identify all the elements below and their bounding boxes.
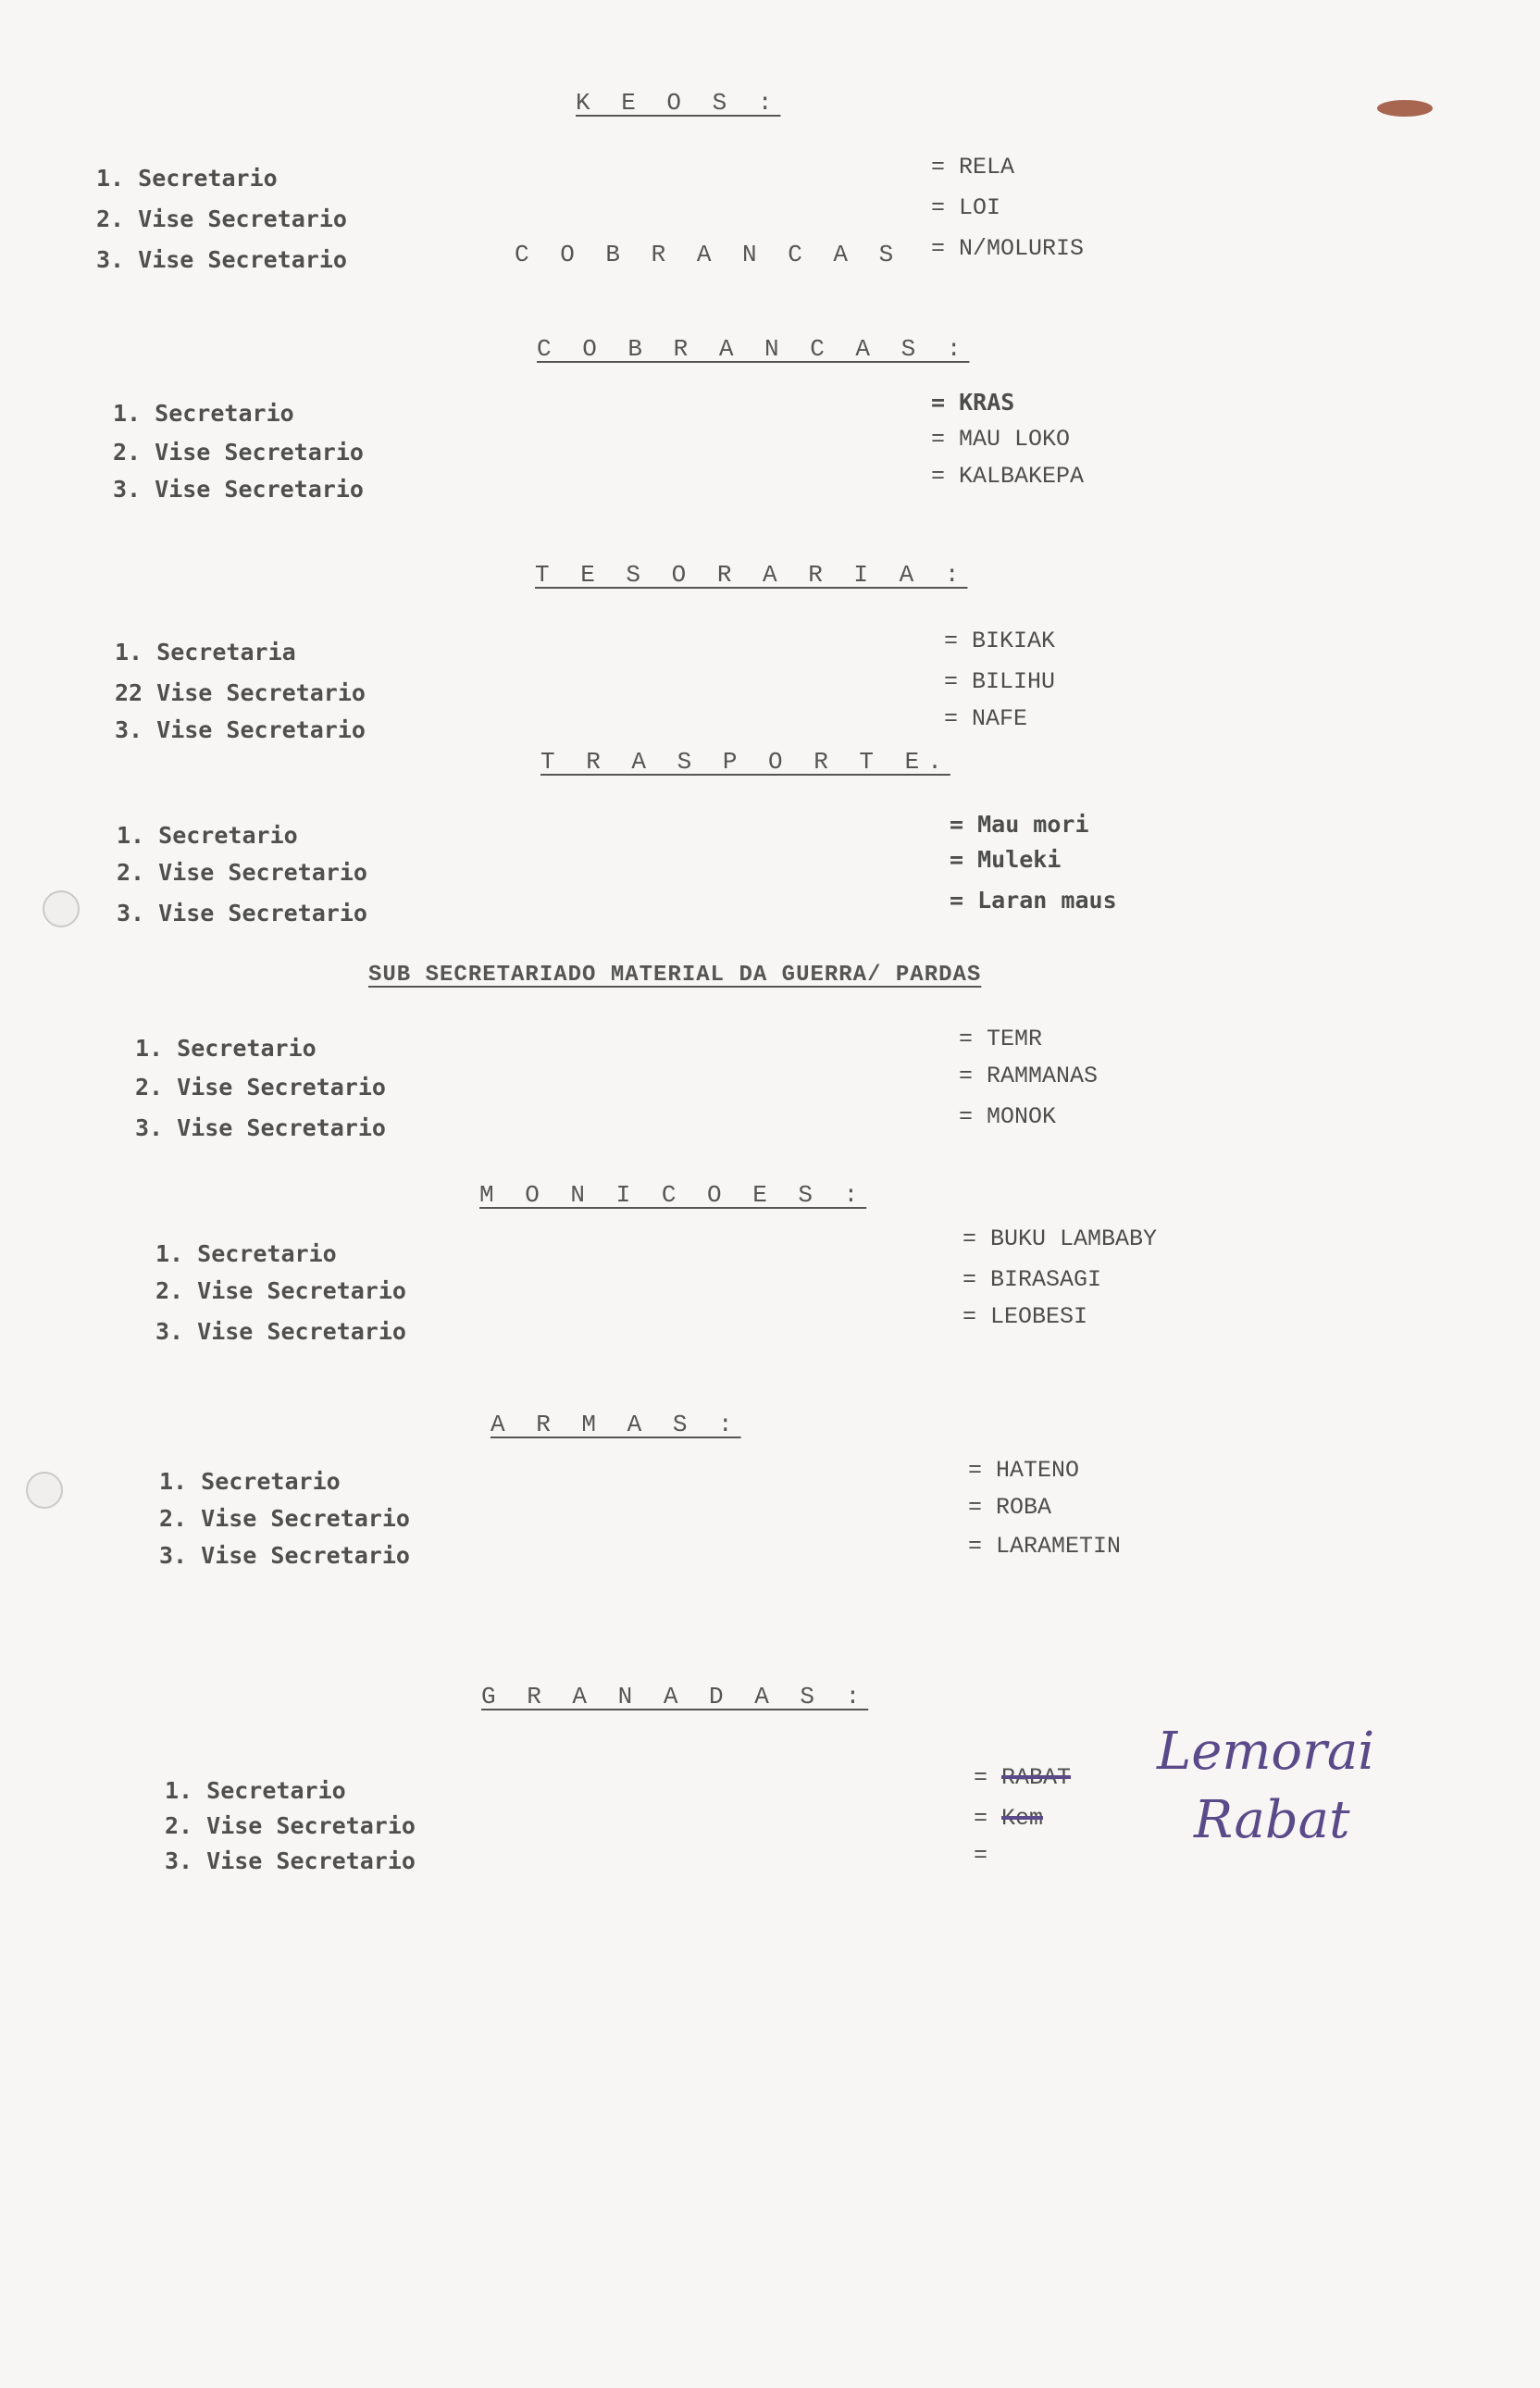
role-2: 2. Vise Secretario bbox=[159, 1505, 410, 1532]
name-2: = BIRASAGI bbox=[962, 1266, 1102, 1293]
name-3: = LARAMETIN bbox=[968, 1533, 1122, 1560]
name-2: = LOI bbox=[931, 194, 1001, 221]
handwritten-name-2: Rabat bbox=[1194, 1790, 1350, 1850]
name-3: = LEOBESI bbox=[962, 1303, 1088, 1330]
section-title-armas: A R M A S : bbox=[491, 1411, 741, 1438]
role-3: 3. Vise Secretario bbox=[113, 476, 364, 503]
section-title-keos: K E O S : bbox=[576, 89, 781, 117]
section-title-cobrancas: C O B R A N C A S : bbox=[537, 335, 970, 363]
role-1: 1. Secretario bbox=[165, 1777, 346, 1804]
role-1: 1. Secretario bbox=[96, 165, 278, 192]
name-1: = BUKU LAMBABY bbox=[962, 1225, 1158, 1252]
role-2: 2. Vise Secretario bbox=[135, 1074, 386, 1101]
role-3: 3. Vise Secretario bbox=[135, 1114, 386, 1141]
role-3: 3. Vise Secretario bbox=[159, 1542, 410, 1569]
role-1: 1. Secretario bbox=[113, 400, 294, 427]
role-3: 3. Vise Secretario bbox=[96, 246, 347, 273]
section-title-granadas: G R A N A D A S : bbox=[481, 1683, 869, 1710]
name-2: = Muleki bbox=[950, 846, 1062, 873]
struck-name-1: RABAT bbox=[1001, 1764, 1072, 1791]
role-1: 1. Secretario bbox=[159, 1468, 341, 1495]
role-3: 3. Vise Secretario bbox=[155, 1318, 406, 1345]
name-3: = MONOK bbox=[959, 1103, 1057, 1130]
section-title-trasporte: T R A S P O R T E. bbox=[540, 748, 950, 776]
role-2: 2. Vise Secretario bbox=[117, 859, 367, 886]
name-2: = RAMMANAS bbox=[959, 1063, 1099, 1089]
role-1: 1. Secretario bbox=[117, 822, 298, 849]
name-2: = ROBA bbox=[968, 1494, 1052, 1521]
name-prefix-3: = bbox=[974, 1842, 988, 1869]
name-1: = BIKIAK bbox=[944, 628, 1056, 654]
role-2: 2. Vise Secretario bbox=[155, 1277, 406, 1304]
section-title-tesoraria: T E S O R A R I A : bbox=[535, 561, 968, 589]
name-3: = NAFE bbox=[944, 705, 1028, 732]
section-title-monicoes: M O N I C O E S : bbox=[479, 1181, 867, 1209]
ink-stain bbox=[1377, 100, 1433, 117]
role-2: 22 Vise Secretario bbox=[115, 679, 366, 706]
name-1: = RELA bbox=[931, 154, 1015, 180]
role-1: 1. Secretario bbox=[135, 1035, 317, 1062]
name-1: = KRAS bbox=[931, 389, 1015, 416]
name-3: = N/MOLURIS bbox=[931, 235, 1085, 262]
role-3: 3. Vise Secretario bbox=[115, 716, 366, 743]
name-1: = TEMR bbox=[959, 1026, 1043, 1052]
punch-hole-bottom bbox=[26, 1472, 63, 1509]
role-1: 1. Secretaria bbox=[115, 639, 296, 665]
role-2: 2. Vise Secretario bbox=[113, 439, 364, 466]
name-prefix-1: = bbox=[974, 1764, 988, 1791]
role-2: 2. Vise Secretario bbox=[96, 205, 347, 232]
name-1: = Mau mori bbox=[950, 811, 1089, 838]
role-3: 3. Vise Secretario bbox=[165, 1847, 416, 1874]
name-2: = BILIHU bbox=[944, 668, 1056, 695]
struck-name-2: Kem bbox=[1001, 1805, 1044, 1832]
name-prefix-2: = bbox=[974, 1805, 988, 1832]
name-2: = MAU LOKO bbox=[931, 426, 1071, 453]
name-3: = Laran maus bbox=[950, 887, 1117, 914]
role-3: 3. Vise Secretario bbox=[117, 900, 367, 927]
name-1: = HATENO bbox=[968, 1457, 1080, 1484]
role-1: 1. Secretario bbox=[155, 1240, 337, 1267]
stray-typed-heading: C O B R A N C A S bbox=[515, 241, 902, 268]
handwritten-name-1: Lemorai bbox=[1157, 1722, 1375, 1782]
name-3: = KALBAKEPA bbox=[931, 463, 1085, 490]
role-2: 2. Vise Secretario bbox=[165, 1812, 416, 1839]
section-title-sub-secretariado: SUB SECRETARIADO MATERIAL DA GUERRA/ PARDAS bbox=[368, 963, 982, 988]
punch-hole-top bbox=[43, 890, 80, 927]
